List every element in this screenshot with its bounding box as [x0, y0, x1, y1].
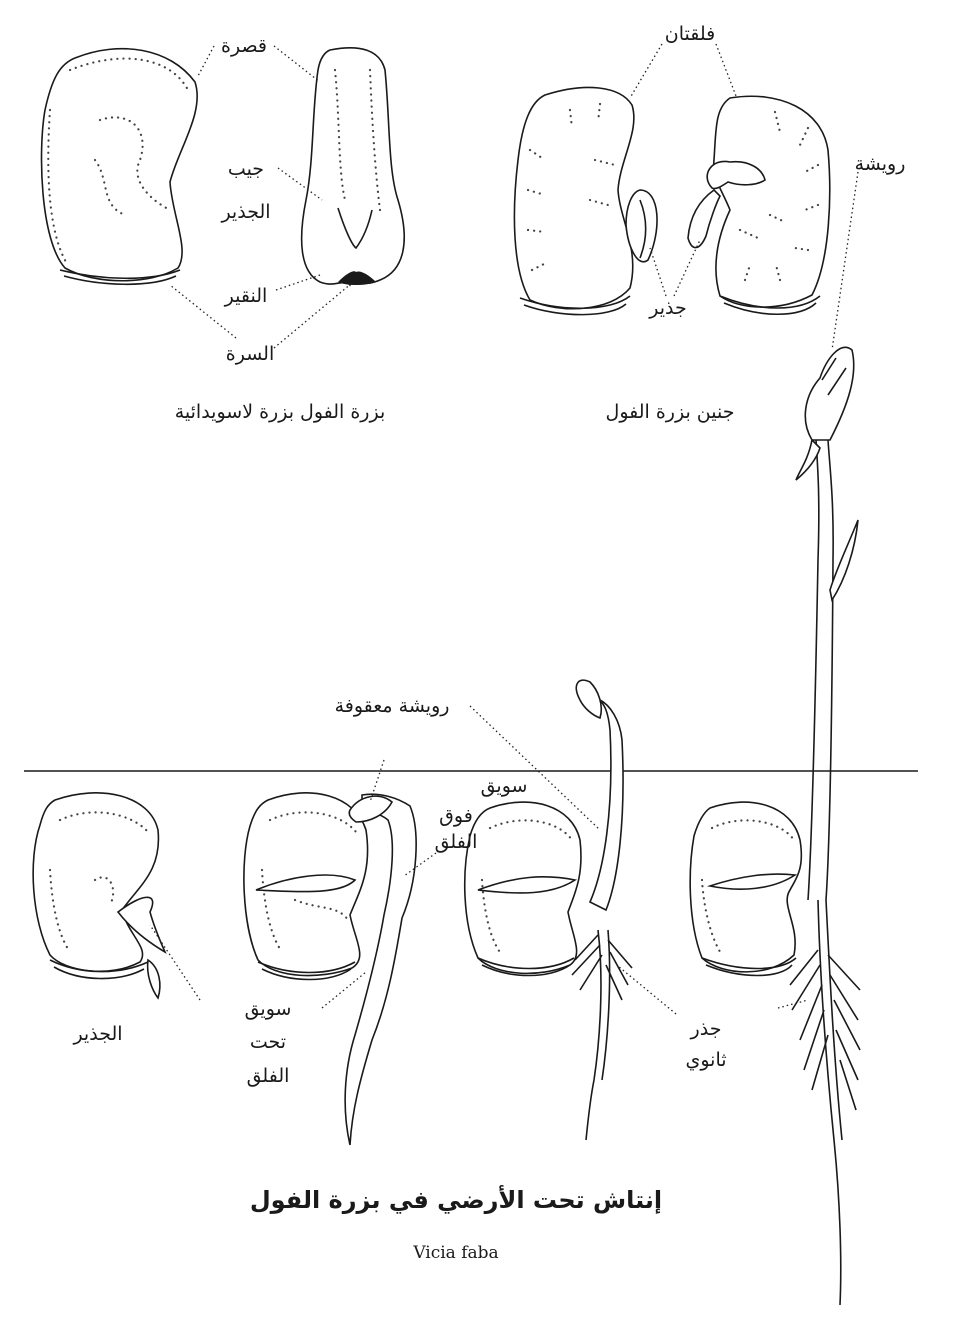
caption-seed-external: بزرة الفول بزرة لاسويدائية [174, 401, 386, 423]
label-radicle-pocket-line2: الجذير [221, 201, 271, 223]
label-secondary-root-line2: ثانوي [685, 1049, 727, 1071]
label-cotyledons: فلقتان [664, 23, 716, 45]
label-hooked-plumule: رويشة معقوفة [334, 695, 450, 717]
label-embryo-radicle: جذير [649, 297, 687, 319]
label-epicotyl-line2: فوق [439, 805, 473, 827]
embryo-right-cotyledon [714, 96, 830, 314]
germination-stage-1 [33, 793, 165, 998]
label-epicotyl-line3: الفلق [434, 831, 478, 853]
germination-stage-4 [690, 347, 860, 1305]
germination-stage-2 [244, 793, 416, 1145]
germination-title: إنتاش تحت الأرضي في بزرة الفول [249, 1186, 663, 1214]
germination-stage-3 [465, 680, 632, 1140]
label-radicle-pocket-line1: جيب [227, 158, 265, 180]
caption-embryo: جنين بزرة الفول [605, 401, 735, 423]
seed-side-view [42, 49, 198, 285]
label-hypocotyl-line2: تحت [249, 1031, 287, 1053]
label-germ-radicle: الجذير [73, 1023, 123, 1045]
embryo-left-cotyledon [514, 87, 633, 314]
label-hilum: السرة [225, 343, 275, 365]
label-secondary-root-line1: جذر [690, 1018, 722, 1040]
label-hypocotyl-line3: الفلق [246, 1065, 290, 1087]
label-epicotyl-line1: سويق [480, 775, 528, 797]
label-hypocotyl-line1: سويق [244, 998, 292, 1020]
label-plumule: رويشة [854, 153, 906, 175]
label-testa: قصرة [221, 35, 267, 57]
latin-name: Vicia faba [413, 1243, 499, 1263]
label-micropyle: النقير [224, 285, 268, 307]
seed-edge-view [302, 48, 405, 285]
